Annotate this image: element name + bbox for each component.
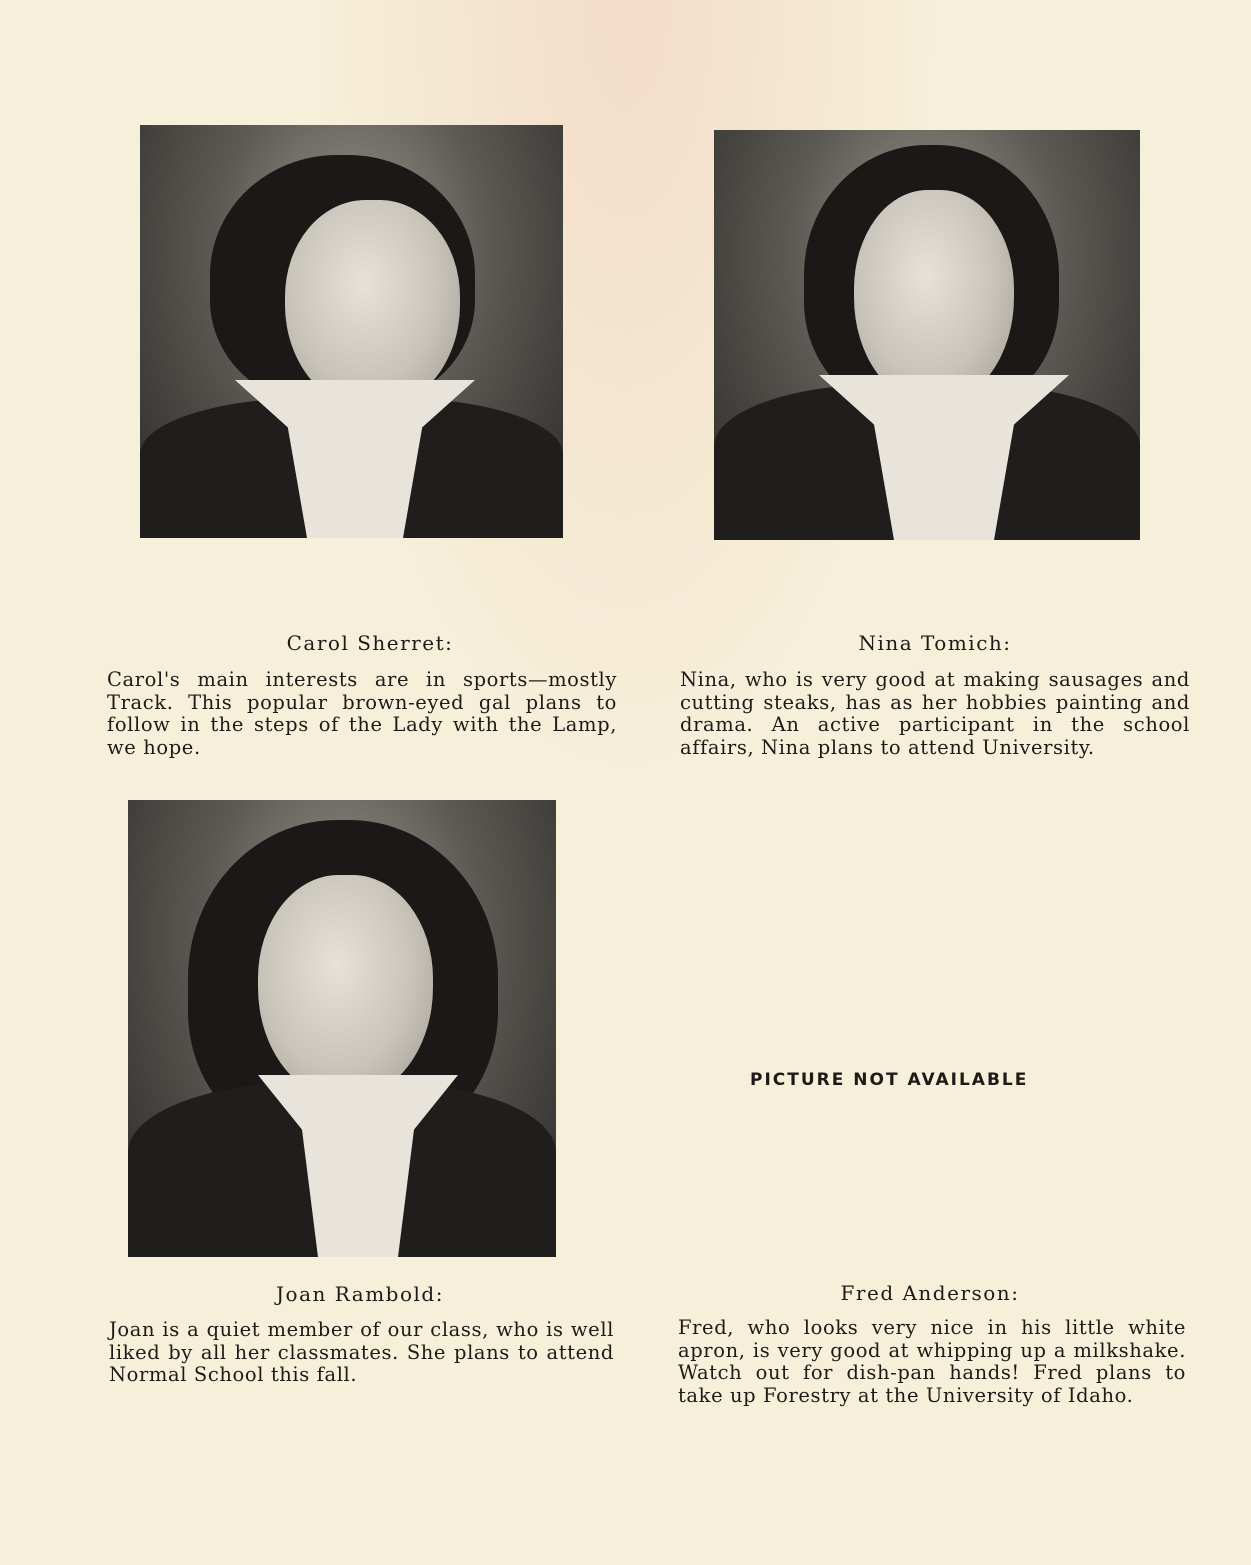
student-bio-nina: Nina, who is very good at making sausages and cutting steaks, has as her hobbies painting and drama. An active participant in the school affairs, Nina plans to attend University. [680,668,1190,759]
student-bio-fred: Fred, who looks very nice in his little white apron, is very good at whipping up a milkshake. Watch out for dish-pan hands! Fred plans to take up Forestry at the University of Idaho. [678,1316,1186,1407]
student-name-joan: Joan Rambold: [276,1282,444,1306]
photo-carol-sherret [140,125,563,538]
photo-nina-tomich [714,130,1140,540]
student-bio-carol: Carol's main interests are in sports—mostly Track. This popular brown-eyed gal plans to follow in the steps of the Lady with the Lamp, we hope. [107,668,617,759]
student-bio-joan: Joan is a quiet member of our class, who is well liked by all her classmates. She plans to attend Normal School this fall. [109,1318,614,1386]
student-name-fred: Fred Anderson: [840,1281,1020,1305]
student-name-nina: Nina Tomich: [858,631,1012,655]
student-name-carol: Carol Sherret: [286,631,454,655]
picture-not-available-label: PICTURE NOT AVAILABLE [750,1070,1029,1090]
photo-joan-rambold [128,800,556,1257]
